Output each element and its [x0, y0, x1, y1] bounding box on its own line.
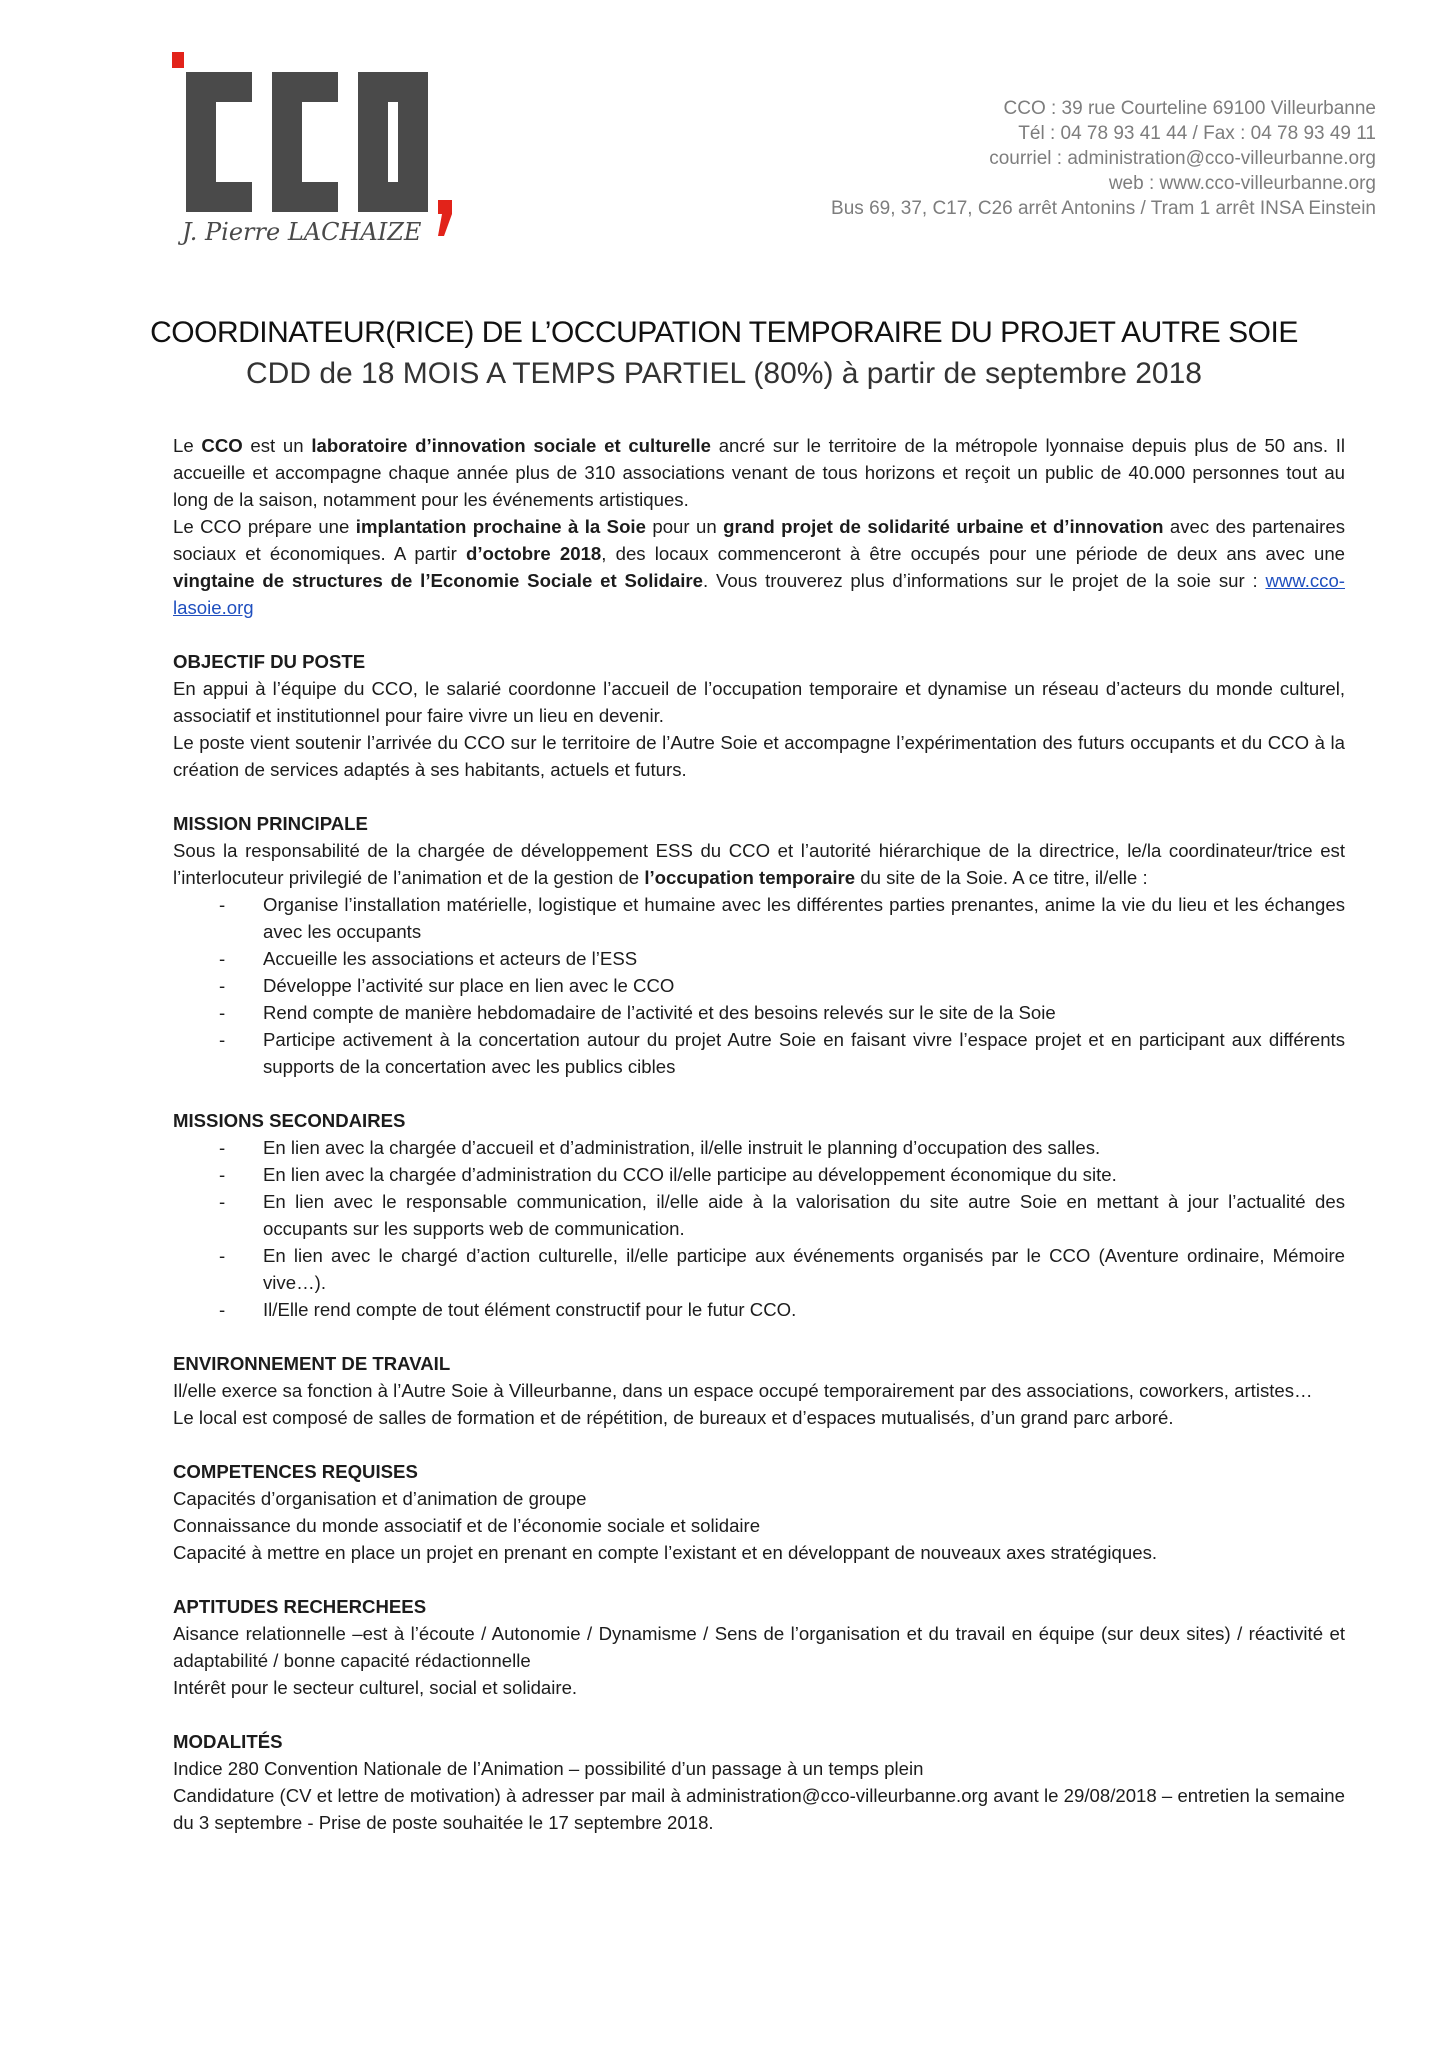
- section-heading: MODALITÉS: [173, 1731, 283, 1752]
- contact-web[interactable]: web : www.cco-villeurbanne.org: [1108, 173, 1376, 194]
- list-item: - En lien avec la chargée d’administration du CCO il/elle participe au développement économique du site.: [263, 1161, 1345, 1188]
- section-aptitudes: APTITUDES RECHERCHEES Aisance relationnelle –est à l’écoute / Autonomie / Dynamisme / Sens de l’organisation et du travail en équipe (sur deux sites) / réactivité et adaptabilité / bonne capacité rédactionnelle Intérêt pour le secteur culturel, social et solidaire.: [173, 1593, 1345, 1701]
- list-item: - Il/Elle rend compte de tout élément constructif pour le futur CCO.: [263, 1296, 1345, 1323]
- document-body: [173, 432, 1345, 1836]
- contact-email[interactable]: courriel : administration@cco-villeurbanne.org: [989, 148, 1376, 169]
- section-competences: COMPETENCES REQUISES Capacités d’organisation et d’animation de groupe Connaissance du monde associatif et de l’économie sociale et solidaire Capacité à mettre en place un projet en prenant en compte l’existant et en développant de nouveaux axes stratégiques.: [173, 1458, 1345, 1566]
- cco-logo: [170, 48, 500, 248]
- list-item: - Développe l’activité sur place en lien avec le CCO: [263, 972, 1345, 999]
- section-heading: ENVIRONNEMENT DE TRAVAIL: [173, 1353, 451, 1374]
- list-item: - Organise l’installation matérielle, logistique et humaine avec les différentes parties prenantes, anime la vie du lieu et les échanges avec les occupants: [263, 891, 1345, 945]
- section-mission-principale: MISSION PRINCIPALE Sous la responsabilité de la chargée de développement ESS du CCO et l’autorité hiérarchique de la directrice, le/la coordinateur/trice est l’interlocuteur privilegié de l’animation et de la gestion de l’occupation temporaire du site de la Soie. A ce titre, il/elle : - Organise l’installation matérielle, logistique et humaine avec les différentes parties prenantes, anime la vie du lieu et les échanges avec les occupants - Accueille les associations et acteurs de l’ESS - Développe l’activité sur place en lien avec le CCO - Rend compte de manière hebdomadaire de l’activité et des besoins relevés sur le site de la Soie - Participe activement à la concertation autour du projet Autre Soie en faisant vivre l’espace projet et en participant aux différents supports de la concertation avec les publics cibles: [173, 810, 1345, 1080]
- list-item: - Rend compte de manière hebdomadaire de l’activité et des besoins relevés sur le site de la Soie: [263, 999, 1345, 1026]
- section-heading: APTITUDES RECHERCHEES: [173, 1596, 427, 1617]
- contact-address: CCO : 39 rue Courteline 69100 Villeurbanne: [1003, 98, 1376, 119]
- section-heading: MISSION PRINCIPALE: [173, 813, 368, 834]
- secondary-list: [173, 1134, 1345, 1323]
- section-heading: COMPETENCES REQUISES: [173, 1461, 418, 1482]
- section-missions-secondaires: [173, 1107, 1345, 1323]
- svg-text:J. Pierre LACHAIZE: J. Pierre LACHAIZE: [182, 218, 422, 246]
- project-link[interactable]: www.cco-lasoie.org: [173, 570, 1345, 618]
- section-environnement: ENVIRONNEMENT DE TRAVAIL Il/elle exerce sa fonction à l’Autre Soie à Villeurbanne, dans un espace occupé temporairement par des associations, coworkers, artistes… Le local est composé de salles de formation et de répétition, de bureaux et d’espaces mutualisés, d’un grand parc arboré.: [173, 1350, 1345, 1431]
- section-heading: MISSIONS SECONDAIRES: [173, 1110, 406, 1131]
- contact-block: [831, 96, 1376, 221]
- list-item: - En lien avec le responsable communication, il/elle aide à la valorisation du site autre Soie en mettant à jour l’actualité des occupants sur les supports web de communication.: [263, 1188, 1345, 1242]
- contact-transport: Bus 69, 37, C17, C26 arrêt Antonins / Tram 1 arrêt INSA Einstein: [831, 198, 1376, 219]
- list-item: - En lien avec la chargée d’accueil et d’administration, il/elle instruit le planning d’occupation des salles.: [263, 1134, 1345, 1161]
- contact-phone: Tél : 04 78 93 41 44 / Fax : 04 78 93 49 11: [1018, 123, 1376, 144]
- list-item: - En lien avec le chargé d’action culturelle, il/elle participe aux événements organisés par le CCO (Aventure ordinaire, Mémoire vive…).: [263, 1242, 1345, 1296]
- section-objectif: OBJECTIF DU POSTE En appui à l’équipe du CCO, le salarié coordonne l’accueil de l’occupation temporaire et dynamise un réseau d’acteurs du monde culturel, associatif et institutionnel pour faire vivre un lieu en devenir. Le poste vient soutenir l’arrivée du CCO sur le territoire de l’Autre Soie et accompagne l’expérimentation des futurs occupants et du CCO à la création de services adaptés à ses habitants, actuels et futurs.: [173, 648, 1345, 783]
- intro-paragraph-2: Le CCO prépare une implantation prochaine à la Soie pour un grand projet de solidarité urbaine et d’innovation avec des partenaires sociaux et économiques. A partir d’octobre 2018, des locaux commenceront à être occupés pour une période de deux ans avec une vingtaine de structures de l’Economie Sociale et Solidaire. Vous trouverez plus d’informations sur le projet de la soie sur : www.cco-lasoie.org: [173, 516, 1346, 618]
- list-item: - Participe activement à la concertation autour du projet Autre Soie en faisant vivre l’espace projet et en participant aux différents supports de la concertation avec les publics cibles: [263, 1026, 1345, 1080]
- job-title: COORDINATEUR(RICE) DE L’OCCUPATION TEMPORAIRE DU PROJET AUTRE SOIE: [150, 316, 1298, 349]
- job-subtitle: CDD de 18 MOIS A TEMPS PARTIEL (80%) à partir de septembre 2018: [246, 357, 1202, 390]
- section-modalites: MODALITÉS Indice 280 Convention Nationale de l’Animation – possibilité d’un passage à un temps plein Candidature (CV et lettre de motivation) à adresser par mail à administration@cco-villeurbanne.org avant le 29/08/2018 – entretien la semaine du 3 septembre - Prise de poste souhaitée le 17 septembre 2018.: [173, 1728, 1345, 1836]
- mission-list: [173, 891, 1345, 1080]
- intro-paragraph-1: Le CCO est un laboratoire d’innovation sociale et culturelle ancré sur le territoire de la métropole lyonnaise depuis plus de 50 ans. Il accueille et accompagne chaque année plus de 310 associations venant de tous horizons et reçoit un public de 40.000 personnes tout au long de la saison, notamment pour les événements artistiques.: [173, 435, 1345, 510]
- section-heading: OBJECTIF DU POSTE: [173, 651, 366, 672]
- list-item: - Accueille les associations et acteurs de l’ESS: [263, 945, 1345, 972]
